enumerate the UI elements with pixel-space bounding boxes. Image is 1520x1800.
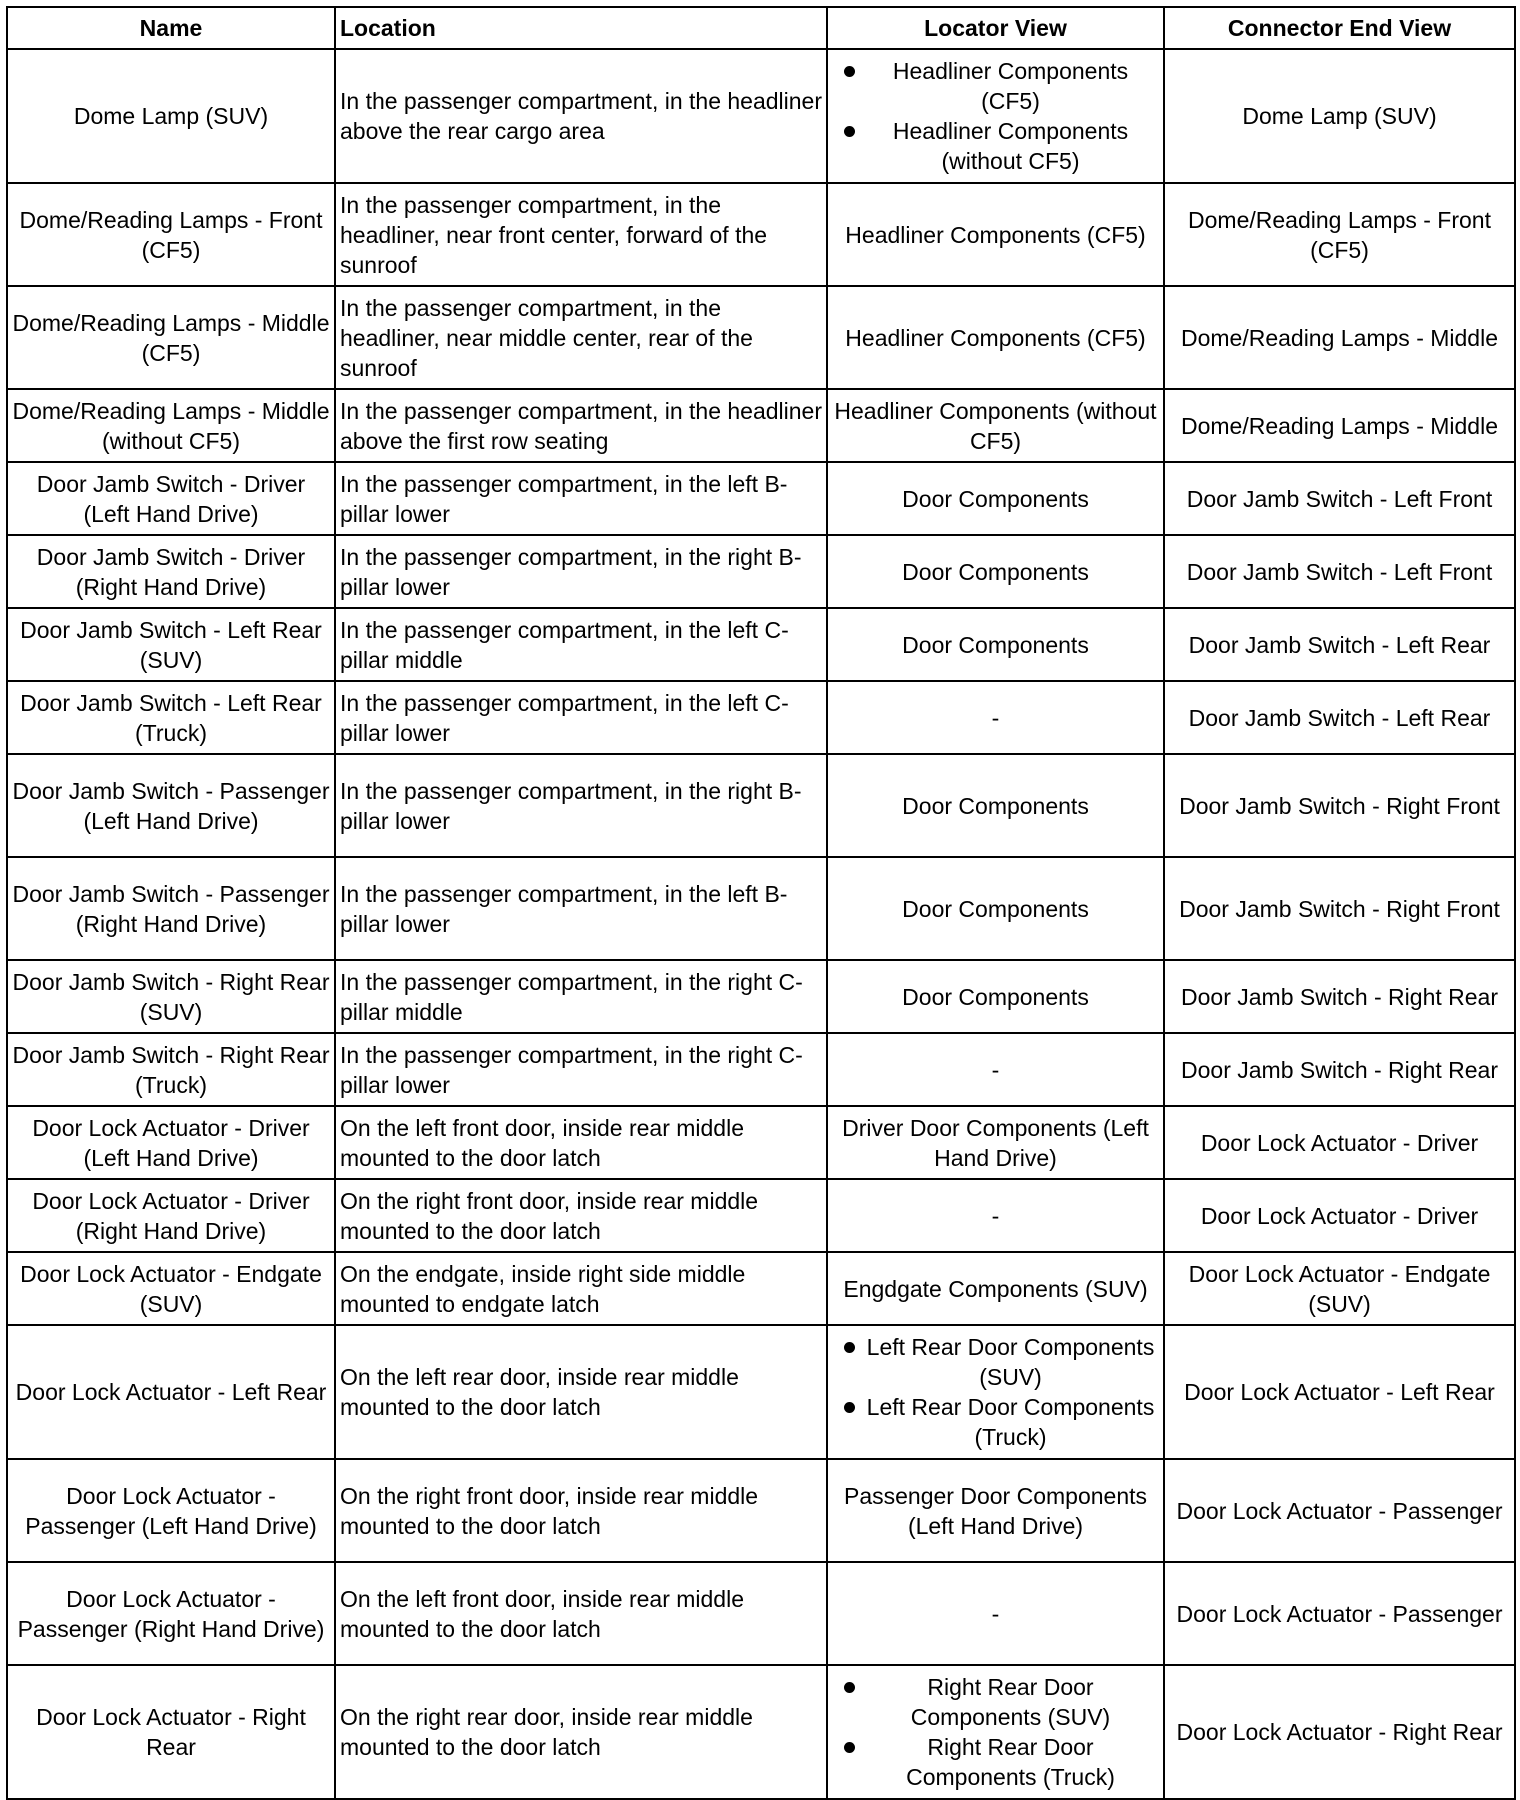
table-row bbox=[7, 535, 1515, 608]
locator-bullet-list bbox=[832, 1332, 1159, 1452]
cell-location: On the left rear door, inside rear middle mounted to the door latch bbox=[335, 1325, 827, 1459]
cell-location: In the passenger compartment, in the right C-pillar middle bbox=[335, 960, 827, 1033]
cell-location: In the passenger compartment, in the headliner above the rear cargo area bbox=[335, 49, 827, 183]
cell-locator-view bbox=[827, 1665, 1164, 1799]
cell-connector-end-view: Door Lock Actuator - Endgate (SUV) bbox=[1164, 1252, 1515, 1325]
cell-connector-end-view: Dome/Reading Lamps - Middle bbox=[1164, 389, 1515, 462]
cell-name: Door Jamb Switch - Driver (Left Hand Drive) bbox=[7, 462, 335, 535]
cell-locator-view: Driver Door Components (Left Hand Drive) bbox=[827, 1106, 1164, 1179]
cell-location: On the endgate, inside right side middle mounted to endgate latch bbox=[335, 1252, 827, 1325]
cell-name: Door Lock Actuator - Driver (Right Hand Drive) bbox=[7, 1179, 335, 1252]
cell-name: Door Jamb Switch - Right Rear (Truck) bbox=[7, 1033, 335, 1106]
locator-bullet-item: Headliner Components (CF5) bbox=[832, 56, 1159, 116]
locator-bullet-item: Right Rear Door Components (SUV) bbox=[832, 1672, 1159, 1732]
cell-location: In the passenger compartment, in the headliner, near front center, forward of the sunroof bbox=[335, 183, 827, 286]
cell-location: In the passenger compartment, in the headliner, near middle center, rear of the sunroof bbox=[335, 286, 827, 389]
cell-name: Door Jamb Switch - Passenger (Left Hand Drive) bbox=[7, 754, 335, 857]
cell-name: Door Lock Actuator - Left Rear bbox=[7, 1325, 335, 1459]
cell-connector-end-view: Door Jamb Switch - Right Front bbox=[1164, 857, 1515, 960]
table-row bbox=[7, 49, 1515, 183]
cell-location: On the left front door, inside rear middle mounted to the door latch bbox=[335, 1106, 827, 1179]
cell-location: On the right rear door, inside rear middle mounted to the door latch bbox=[335, 1665, 827, 1799]
locator-bullet-list bbox=[832, 1672, 1159, 1792]
cell-connector-end-view: Door Lock Actuator - Passenger bbox=[1164, 1459, 1515, 1562]
table-row bbox=[7, 286, 1515, 389]
locator-bullet-item: Headliner Components (without CF5) bbox=[832, 116, 1159, 176]
table-row bbox=[7, 1325, 1515, 1459]
cell-locator-view: Headliner Components (CF5) bbox=[827, 286, 1164, 389]
table-row bbox=[7, 608, 1515, 681]
cell-location: In the passenger compartment, in the right C-pillar lower bbox=[335, 1033, 827, 1106]
cell-connector-end-view: Door Lock Actuator - Driver bbox=[1164, 1179, 1515, 1252]
cell-locator-view: - bbox=[827, 681, 1164, 754]
cell-connector-end-view: Dome/Reading Lamps - Middle bbox=[1164, 286, 1515, 389]
cell-name: Dome Lamp (SUV) bbox=[7, 49, 335, 183]
table-row bbox=[7, 1459, 1515, 1562]
cell-connector-end-view: Door Jamb Switch - Right Rear bbox=[1164, 960, 1515, 1033]
cell-connector-end-view: Door Lock Actuator - Driver bbox=[1164, 1106, 1515, 1179]
cell-name: Door Jamb Switch - Right Rear (SUV) bbox=[7, 960, 335, 1033]
table-row bbox=[7, 462, 1515, 535]
table-row bbox=[7, 1252, 1515, 1325]
header-connector-end-view: Connector End View bbox=[1164, 7, 1515, 49]
cell-locator-view: Door Components bbox=[827, 960, 1164, 1033]
cell-locator-view: - bbox=[827, 1179, 1164, 1252]
cell-locator-view: - bbox=[827, 1562, 1164, 1665]
cell-locator-view: - bbox=[827, 1033, 1164, 1106]
table-row bbox=[7, 183, 1515, 286]
header-locator-view: Locator View bbox=[827, 7, 1164, 49]
table-row bbox=[7, 1106, 1515, 1179]
cell-name: Door Jamb Switch - Left Rear (SUV) bbox=[7, 608, 335, 681]
cell-locator-view: Headliner Components (without CF5) bbox=[827, 389, 1164, 462]
locator-bullet-item: Left Rear Door Components (SUV) bbox=[832, 1332, 1159, 1392]
table-body bbox=[7, 49, 1515, 1799]
cell-name: Dome/Reading Lamps - Middle (without CF5) bbox=[7, 389, 335, 462]
cell-name: Door Lock Actuator - Driver (Left Hand Drive) bbox=[7, 1106, 335, 1179]
header-row bbox=[7, 7, 1515, 49]
cell-location: On the left front door, inside rear middle mounted to the door latch bbox=[335, 1562, 827, 1665]
table-row bbox=[7, 754, 1515, 857]
cell-name: Door Jamb Switch - Passenger (Right Hand Drive) bbox=[7, 857, 335, 960]
table-row bbox=[7, 960, 1515, 1033]
cell-location: In the passenger compartment, in the left B-pillar lower bbox=[335, 857, 827, 960]
cell-location: In the passenger compartment, in the left C-pillar middle bbox=[335, 608, 827, 681]
cell-location: In the passenger compartment, in the right B-pillar lower bbox=[335, 535, 827, 608]
cell-locator-view: Headliner Components (CF5) bbox=[827, 183, 1164, 286]
cell-connector-end-view: Door Jamb Switch - Left Rear bbox=[1164, 681, 1515, 754]
cell-location: In the passenger compartment, in the headliner above the first row seating bbox=[335, 389, 827, 462]
cell-name: Dome/Reading Lamps - Middle (CF5) bbox=[7, 286, 335, 389]
cell-connector-end-view: Dome/Reading Lamps - Front (CF5) bbox=[1164, 183, 1515, 286]
locator-bullet-list bbox=[832, 56, 1159, 176]
cell-connector-end-view: Door Jamb Switch - Left Front bbox=[1164, 462, 1515, 535]
cell-locator-view: Engdgate Components (SUV) bbox=[827, 1252, 1164, 1325]
cell-locator-view bbox=[827, 49, 1164, 183]
table-row bbox=[7, 1665, 1515, 1799]
cell-connector-end-view: Dome Lamp (SUV) bbox=[1164, 49, 1515, 183]
header-location: Location bbox=[335, 7, 827, 49]
table-row bbox=[7, 857, 1515, 960]
locator-bullet-item: Left Rear Door Components (Truck) bbox=[832, 1392, 1159, 1452]
cell-connector-end-view: Door Lock Actuator - Passenger bbox=[1164, 1562, 1515, 1665]
component-locator-sheet bbox=[6, 6, 1514, 1800]
cell-name: Door Jamb Switch - Left Rear (Truck) bbox=[7, 681, 335, 754]
cell-location: In the passenger compartment, in the left C-pillar lower bbox=[335, 681, 827, 754]
cell-locator-view: Door Components bbox=[827, 608, 1164, 681]
cell-name: Door Lock Actuator - Right Rear bbox=[7, 1665, 335, 1799]
cell-locator-view: Door Components bbox=[827, 857, 1164, 960]
cell-locator-view: Door Components bbox=[827, 754, 1164, 857]
cell-locator-view: Door Components bbox=[827, 462, 1164, 535]
cell-location: On the right front door, inside rear middle mounted to the door latch bbox=[335, 1179, 827, 1252]
cell-connector-end-view: Door Lock Actuator - Right Rear bbox=[1164, 1665, 1515, 1799]
cell-connector-end-view: Door Lock Actuator - Left Rear bbox=[1164, 1325, 1515, 1459]
cell-locator-view: Door Components bbox=[827, 535, 1164, 608]
cell-connector-end-view: Door Jamb Switch - Left Rear bbox=[1164, 608, 1515, 681]
table-row bbox=[7, 1562, 1515, 1665]
cell-connector-end-view: Door Jamb Switch - Right Rear bbox=[1164, 1033, 1515, 1106]
cell-name: Door Lock Actuator - Endgate (SUV) bbox=[7, 1252, 335, 1325]
cell-name: Door Lock Actuator - Passenger (Left Hand Drive) bbox=[7, 1459, 335, 1562]
component-locator-table bbox=[6, 6, 1516, 1800]
cell-locator-view bbox=[827, 1325, 1164, 1459]
cell-connector-end-view: Door Jamb Switch - Right Front bbox=[1164, 754, 1515, 857]
table-row bbox=[7, 681, 1515, 754]
table-row bbox=[7, 389, 1515, 462]
cell-location: On the right front door, inside rear middle mounted to the door latch bbox=[335, 1459, 827, 1562]
cell-location: In the passenger compartment, in the left B-pillar lower bbox=[335, 462, 827, 535]
header-name: Name bbox=[7, 7, 335, 49]
table-row bbox=[7, 1179, 1515, 1252]
cell-name: Dome/Reading Lamps - Front (CF5) bbox=[7, 183, 335, 286]
cell-name: Door Lock Actuator - Passenger (Right Hand Drive) bbox=[7, 1562, 335, 1665]
cell-location: In the passenger compartment, in the right B-pillar lower bbox=[335, 754, 827, 857]
cell-name: Door Jamb Switch - Driver (Right Hand Drive) bbox=[7, 535, 335, 608]
locator-bullet-item: Right Rear Door Components (Truck) bbox=[832, 1732, 1159, 1792]
table-row bbox=[7, 1033, 1515, 1106]
cell-locator-view: Passenger Door Components (Left Hand Drive) bbox=[827, 1459, 1164, 1562]
cell-connector-end-view: Door Jamb Switch - Left Front bbox=[1164, 535, 1515, 608]
